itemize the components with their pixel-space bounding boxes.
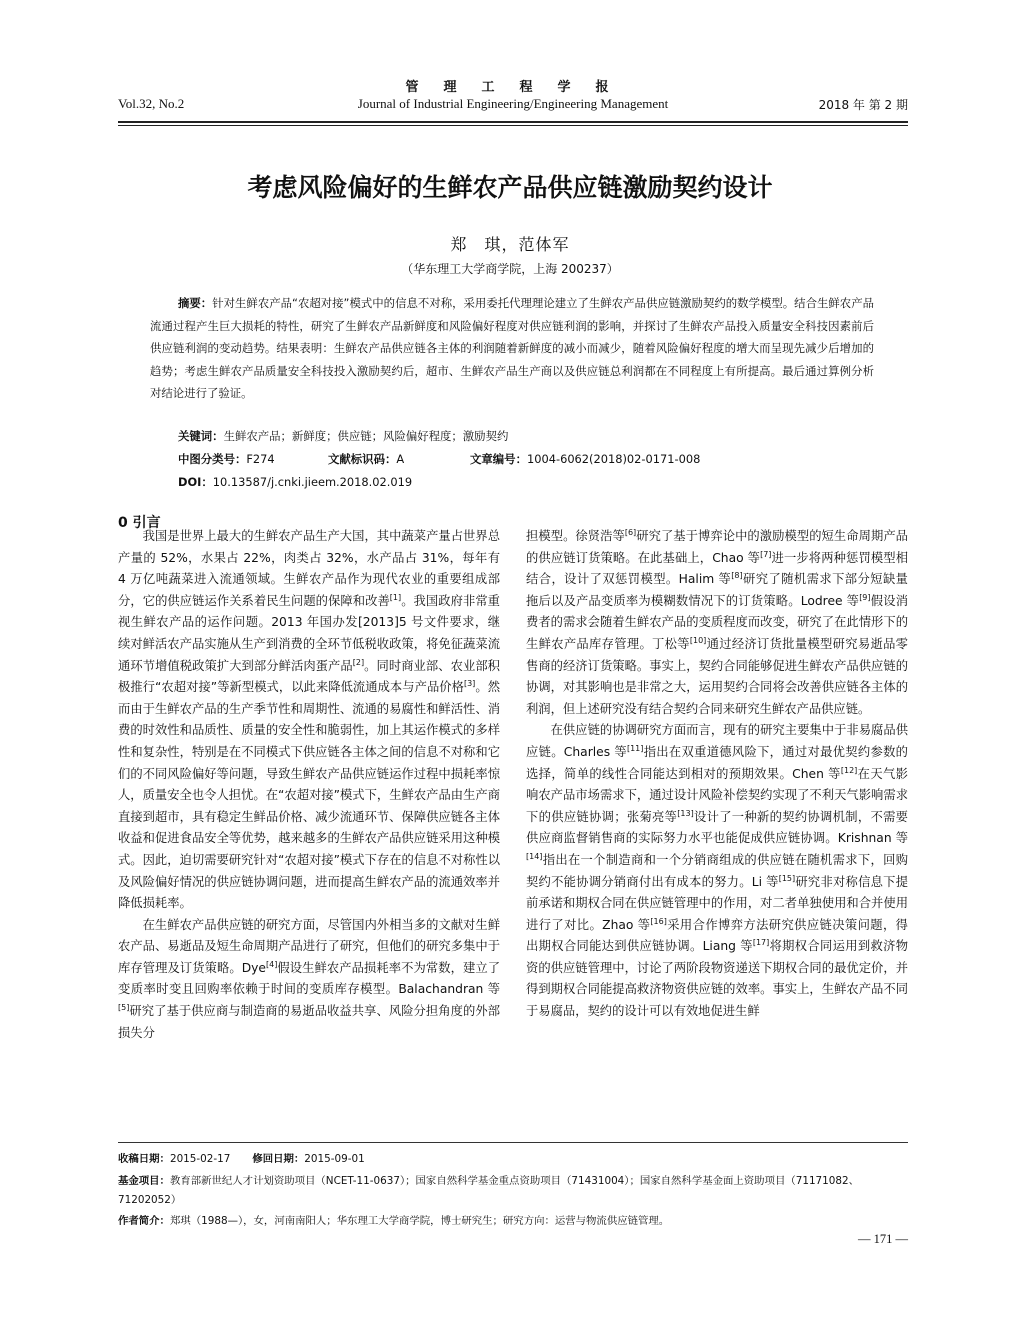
- citation: [12]: [840, 765, 858, 775]
- header-rule: [118, 121, 908, 123]
- text-run: 指出在一个制造商和一个分销商组成的供应链在随机需求下，回购契约不能协调分销商付出有成本的努力。Li 等: [526, 852, 908, 889]
- author-bio-text: 郑琪（1988—），女，河南南阳人；华东理工大学商学院，博士研究生；研究方向：运营与物流供应链管理。: [169, 1215, 670, 1227]
- fund-label: 基金项目：: [118, 1175, 170, 1187]
- year-issue: 2018 年 第 2 期: [818, 98, 908, 112]
- citation: [11]: [626, 743, 644, 753]
- citation: [9]: [859, 592, 871, 602]
- header-rule-thin: [118, 125, 908, 126]
- doc-code-item: [328, 451, 470, 467]
- keywords-text: 生鲜农产品；新鲜度；供应链；风险偏好程度；激励契约: [223, 429, 509, 443]
- citation: [3]: [463, 679, 476, 689]
- text-run: 研究非对称信息下提前承诺和期权合同在供应链管理中的作用，对二者单独使用和合并使用进行了对比。Zhao 等: [526, 874, 908, 932]
- revised-label: 修回日期：: [252, 1153, 305, 1165]
- right-column: [526, 526, 908, 1023]
- text-run: 通过经济订货批量模型研究易逝品零售商的经济订货策略。事实上，契约合同能够促进生鲜农产品供应链的协调，对其影响也是非常之大，运用契约合同将会改善供应链各主体的利润，但上述研究没有结合契约合同来研究生鲜农产品供应链。: [526, 636, 908, 716]
- keywords: [178, 428, 878, 444]
- paragraph: [526, 720, 908, 1022]
- text-run: 在天气影响农产品市场需求下，通过设计风险补偿契约实现了不利天气影响需求下的供应链协调；张菊亮等: [526, 766, 908, 824]
- text-run: 。然而由于生鲜农产品的生产季节性和周期性、流通的易腐性和鲜活性、消费的时效性和品质性、质量的安全性和脆弱性，加上其运作模式的多样性和复杂性，特别是在不同模式下供应链各主体之间的信息不对称和它们的不同风险偏好等问题，导致生鲜农产品供应链运作过程中损耗率惊人，质量安全也令人担忧。在“农超对接”模式下，生鲜农产品由生产商直接到超市，具有稳定生鲜品价格、减少流通环节、保障供应链各主体收益和促进食品安全等优势，越来越多的生鲜农产品供应链采用这种模式。因此，迫切需要研究针对“农超对接”模式下存在的信息不对称性以及风险偏好情况的供应链协调问题，进而提高生鲜农产品的流通效率并降低损耗率。: [118, 680, 500, 911]
- citation: [17]: [752, 938, 770, 948]
- abstract-text: 针对生鲜农产品“农超对接”模式中的信息不对称，采用委托代理理论建立了生鲜农产品供应链激励契约的数学模型。结合生鲜农产品流通过程产生巨大损耗的特性，研究了生鲜农产品新鲜度和风险偏好程度对供应链利润的影响，并探讨了生鲜农产品投入质量安全科技因素前后供应链利润的变动趋势。结果表明：生鲜农产品供应链各主体的利润随着新鲜度的减小而减少，随着风险偏好程度的增大而呈现先减少后增加的趋势；考虑生鲜农产品质量安全科技投入激励契约后，超市、生鲜农产品生产商以及供应链总利润都在不同程度上有所提高。最后通过算例分析对结论进行了验证。: [150, 296, 874, 401]
- received-date: 2015-02-17: [169, 1153, 231, 1165]
- doc-code-label: 文献标识码：: [328, 452, 397, 466]
- volume-issue: Vol.32, No.2: [118, 96, 185, 111]
- footnote-dates: [118, 1150, 908, 1169]
- citation: [7]: [760, 549, 772, 559]
- text-run: 进一步将两种惩罚模型相结合，设计了双惩罚模型。Halim 等: [526, 550, 908, 587]
- citation: [1]: [389, 592, 402, 602]
- text-run: 假设消费者的需求会随着生鲜农产品的变质程度而改变，研究了在此情形下的生鲜农产品库存管理。丁松等: [526, 593, 908, 651]
- doi-value: 10.13587/j.cnki.jieem.2018.02.019: [212, 475, 413, 489]
- citation: [2]: [352, 657, 365, 667]
- text-run: 在供应链的协调研究方面而言，现有的研究主要集中于非易腐品供应链。Charles 等: [526, 723, 908, 759]
- citation: [16]: [650, 916, 667, 926]
- left-column: [118, 526, 500, 1044]
- text-run: 假设生鲜农产品损耗率不为常数，建立了变质率时变且回购率依赖于时间的变质库存模型。Balachandran 等: [118, 960, 500, 997]
- text-run: 在生鲜农产品供应链的研究方面，尽管国内外相当多的文献对生鲜农产品、易逝品及短生命周期产品进行了研究，但他们的研究多集中于库存管理及订货策略。Dye: [118, 917, 500, 975]
- clc-item: [178, 451, 328, 467]
- paragraph: [118, 915, 500, 1045]
- citation: [6]: [624, 527, 637, 537]
- doc-code-value: A: [396, 452, 405, 466]
- text-run: 将期权合同运用到救济物资的供应链管理中，讨论了两阶段物资递送下期权合同的最优定价，并得到期权合同能提高救济物资供应链的效率。事实上，生鲜农产品不同于易腐品，契约的设计可以有效地促进生鲜: [526, 939, 908, 1019]
- text-run: 指出在双重道德风险下，通过对最优契约参数的选择，简单的线性合同能达到相对的预期效果。Chen 等: [526, 744, 908, 781]
- author-bio-label: 作者简介：: [118, 1215, 170, 1227]
- text-run: 担模型。徐贤浩等: [526, 529, 625, 543]
- footnote-author-bio: [118, 1212, 908, 1231]
- footnote-funding: [118, 1172, 908, 1210]
- footnote-rule: [118, 1142, 908, 1143]
- classification-line: [178, 451, 878, 467]
- text-run: 采用合作博弈方法研究供应链决策问题，得出期权合同能达到供应链协调。Liang 等: [526, 917, 908, 954]
- abstract: [150, 292, 874, 405]
- text-run: 。同时商业部、农业部积极推行“农超对接”等新型模式，以此来降低流通成本与产品价格: [118, 658, 500, 695]
- citation: [10]: [689, 635, 707, 645]
- article-no-item: [470, 451, 700, 467]
- text-run: 设计了一种新的契约协调机制，不需要供应商监督销售商的实际努力水平也能促成供应链协调。Krishnan 等: [526, 809, 908, 846]
- text-run: 研究了随机需求下部分短缺量拖后以及产品变质率为模糊数情况下的订货策略。Lodree 等: [526, 572, 908, 608]
- journal-name-chinese: 管 理 工 程 学 报: [405, 80, 615, 95]
- article-no-value: 1004-6062(2018)02-0171-008: [526, 452, 701, 466]
- paragraph: [118, 526, 500, 915]
- doi-line: [178, 474, 878, 490]
- running-header: [118, 96, 908, 116]
- article-no-label: 文章编号：: [470, 452, 527, 466]
- paragraph: [526, 526, 908, 720]
- clc-value: F274: [246, 452, 275, 466]
- journal-name-english: Journal of Industrial Engineering/Engineering Management: [357, 96, 669, 111]
- citation: [14]: [526, 851, 543, 861]
- citation: [15]: [778, 873, 796, 883]
- affiliation: （华东理工大学商学院，上海 200237）: [401, 262, 619, 276]
- citation: [5]: [118, 1002, 130, 1012]
- fund-text: 教育部新世纪人才计划资助项目（NCET-11-0637）；国家自然科学基金重点资助项目（71431004）；国家自然科学基金面上资助项目（71171082、71202052）: [118, 1175, 860, 1206]
- received-label: 收稿日期：: [118, 1153, 170, 1165]
- keywords-label: 关键词：: [178, 429, 224, 443]
- text-run: 研究了基于供应商与制造商的易逝品收益共享、风险分担角度的外部损失分: [118, 1004, 500, 1040]
- section-heading-introduction: 0 引言: [118, 515, 161, 531]
- paper-title: 考虑风险偏好的生鲜农产品供应链激励契约设计: [247, 173, 773, 202]
- clc-label: 中图分类号：: [178, 452, 247, 466]
- text-run: 。我国政府非常重视生鲜农产品的运作问题。2013 年国办发[2013]5 号文件要求，继续对鲜活农产品实施从生产到消费的全环节低税收政策，将免征蔬菜流通环节增值税政策扩大到部分鲜活肉蛋产品: [118, 593, 500, 673]
- abstract-label: 摘要：: [178, 296, 213, 310]
- author-list: 郑 琪，范体军: [450, 235, 570, 254]
- revised-date: 2015-09-01: [304, 1153, 365, 1165]
- text-run: 我国是世界上最大的生鲜农产品生产大国，其中蔬菜产量占世界总产量的 52%，水果占 22%，肉类占 32%，水产品占 31%，每年有 4 万亿吨蔬菜进入流通领域。生鲜农产品作为现代农业的重要组成部分，它的供应链运作关系着民生问题的保障和改善: [118, 529, 500, 608]
- citation: [4]: [266, 959, 278, 969]
- page-number: — 171 —: [858, 1232, 908, 1246]
- doi-label: DOI：: [178, 475, 213, 489]
- citation: [8]: [731, 571, 743, 581]
- citation: [13]: [677, 808, 694, 818]
- text-run: 研究了基于博弈论中的激励模型的短生命周期产品的供应链订货策略。在此基础上，Chao 等: [526, 529, 908, 565]
